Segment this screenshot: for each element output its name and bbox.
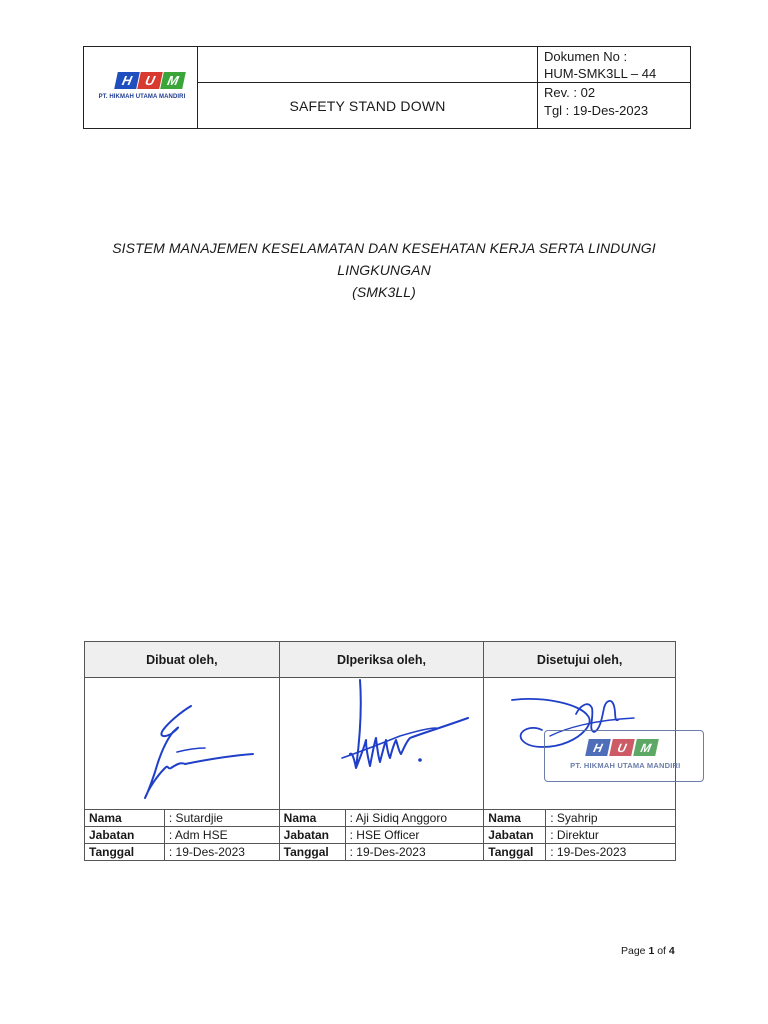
system-title-line-3: (SMK3LL) — [352, 284, 416, 300]
signature-cell-approved — [484, 678, 681, 810]
stamp-letter-h: H — [585, 739, 611, 756]
company-logo — [92, 72, 192, 108]
logo-letter-m: M — [160, 72, 186, 89]
logo-letter-u: U — [137, 72, 163, 89]
stamp-letter-m: M — [633, 739, 659, 756]
document-header — [83, 46, 691, 129]
page-word: Page — [621, 945, 646, 957]
page-current: 1 — [648, 945, 655, 957]
nama-label-created: Nama — [85, 810, 165, 827]
jabatan-value-checked: : HSE Officer — [345, 827, 484, 844]
page-total: 4 — [668, 945, 675, 957]
system-title-line-2: LINGKUNGAN — [337, 262, 431, 278]
stamp-company-name: PT. HIKMAH UTAMA MANDIRI — [570, 761, 681, 770]
of-word: of — [657, 945, 666, 957]
document-number-cell — [538, 47, 690, 83]
tanggal-label-checked: Tanggal — [279, 844, 345, 861]
revision-cell — [538, 83, 690, 128]
tanggal-label-created: Tanggal — [85, 844, 165, 861]
header-empty-cell — [198, 47, 538, 83]
nama-value-checked: : Aji Sidiq Anggoro — [345, 810, 484, 827]
logo-company-name: PT. HIKMAH UTAMA MANDIRI — [98, 94, 186, 100]
jabatan-label-checked: Jabatan — [279, 827, 345, 844]
nama-value-created: : Sutardjie — [164, 810, 279, 827]
document-date: Tgl : 19-Des-2023 — [544, 103, 649, 118]
tanggal-value-created: : 19-Des-2023 — [164, 844, 279, 861]
logo-letter-h: H — [114, 72, 140, 89]
nama-label-checked: Nama — [279, 810, 345, 827]
jabatan-label-approved: Jabatan — [484, 827, 546, 844]
system-title — [84, 237, 684, 303]
approval-table — [84, 641, 681, 861]
document-number-value: HUM-SMK3LL – 44 — [544, 66, 657, 81]
document-title: SAFETY STAND DOWN — [198, 83, 538, 128]
revision-value: Rev. : 02 — [544, 85, 596, 100]
tanggal-value-checked: : 19-Des-2023 — [345, 844, 484, 861]
system-title-line-1: SISTEM MANAJEMEN KESELAMATAN DAN KESEHATAN KERJA SERTA LINDUNGI — [112, 240, 656, 256]
tanggal-value-approved: : 19-Des-2023 — [546, 844, 676, 861]
signature-cell-created — [85, 678, 280, 810]
company-stamp — [544, 730, 704, 782]
logo-cell — [84, 47, 198, 128]
document-number-label: Dokumen No : — [544, 49, 628, 64]
approval-heading-created: Dibuat oleh, — [85, 642, 280, 678]
signature-created — [85, 678, 280, 810]
signature-cell-checked — [279, 678, 484, 810]
stamp-letter-u: U — [609, 739, 635, 756]
jabatan-label-created: Jabatan — [85, 827, 165, 844]
jabatan-value-approved: : Direktur — [546, 827, 676, 844]
nama-label-approved: Nama — [484, 810, 546, 827]
approval-heading-approved: Disetujui oleh, — [484, 642, 676, 678]
signature-checked — [280, 678, 485, 810]
jabatan-value-created: : Adm HSE — [164, 827, 279, 844]
nama-value-approved: : Syahrip — [546, 810, 676, 827]
tanggal-label-approved: Tanggal — [484, 844, 546, 861]
page-number — [621, 945, 675, 957]
approval-heading-checked: DIperiksa oleh, — [279, 642, 484, 678]
